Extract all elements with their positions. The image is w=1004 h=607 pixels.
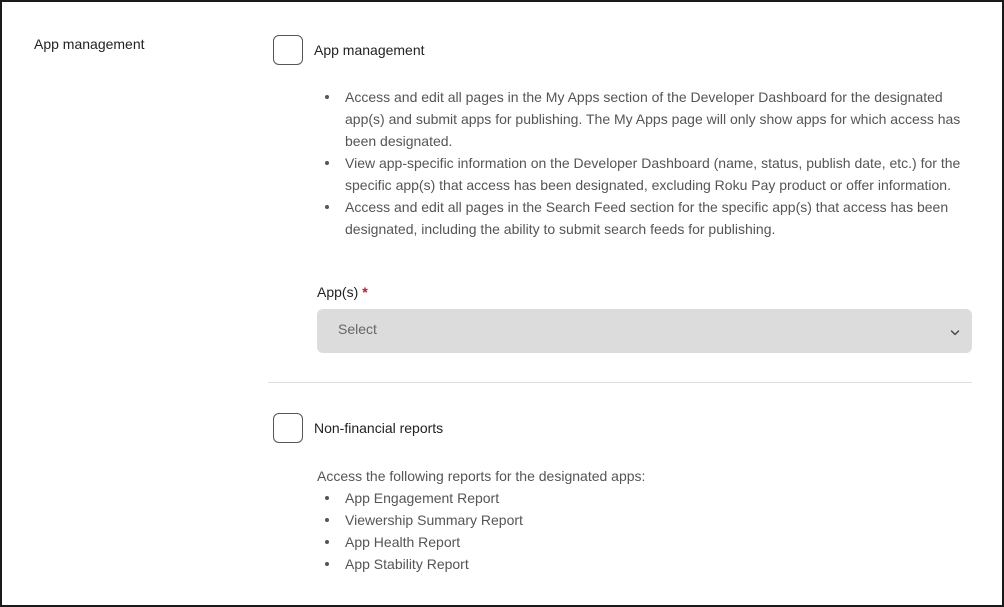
list-item: Viewership Summary Report: [317, 509, 972, 531]
apps-field-label: [317, 284, 368, 300]
list-item: Access and edit all pages in the My Apps section of the Developer Dashboard for the designated app(s) and submit apps for publishing. The My Apps page will only show apps for which access has been designated.: [317, 86, 972, 152]
non-financial-reports-checkbox-label[interactable]: Non-financial reports: [314, 420, 444, 436]
list-item: App Stability Report: [317, 553, 972, 575]
section-divider: [268, 382, 972, 383]
list-item: App Health Report: [317, 531, 972, 553]
app-management-checkbox-label[interactable]: App management: [314, 42, 425, 58]
required-asterisk: *: [362, 284, 368, 300]
apps-select-placeholder: Select: [338, 321, 377, 337]
app-management-description-list: [317, 86, 972, 240]
non-financial-reports-checkbox[interactable]: [273, 413, 303, 443]
section-label: App management: [34, 36, 145, 52]
list-item: App Engagement Report: [317, 487, 972, 509]
list-item: Access and edit all pages in the Search Feed section for the specific app(s) that access has been designated, including the ability to submit search feeds for publishing.: [317, 196, 972, 240]
app-management-checkbox[interactable]: [273, 35, 303, 65]
apps-select[interactable]: [317, 309, 972, 353]
apps-field-label-text: App(s): [317, 284, 359, 300]
reports-list: [317, 487, 972, 575]
reports-intro-text: Access the following reports for the designated apps:: [317, 468, 646, 484]
app-management-option[interactable]: [273, 35, 425, 65]
non-financial-reports-option[interactable]: [273, 413, 443, 443]
chevron-down-icon: [950, 325, 960, 343]
list-item: View app-specific information on the Developer Dashboard (name, status, publish date, etc.) for the specific app(s) that access has been designated, excluding Roku Pay product or offer information.: [317, 152, 972, 196]
